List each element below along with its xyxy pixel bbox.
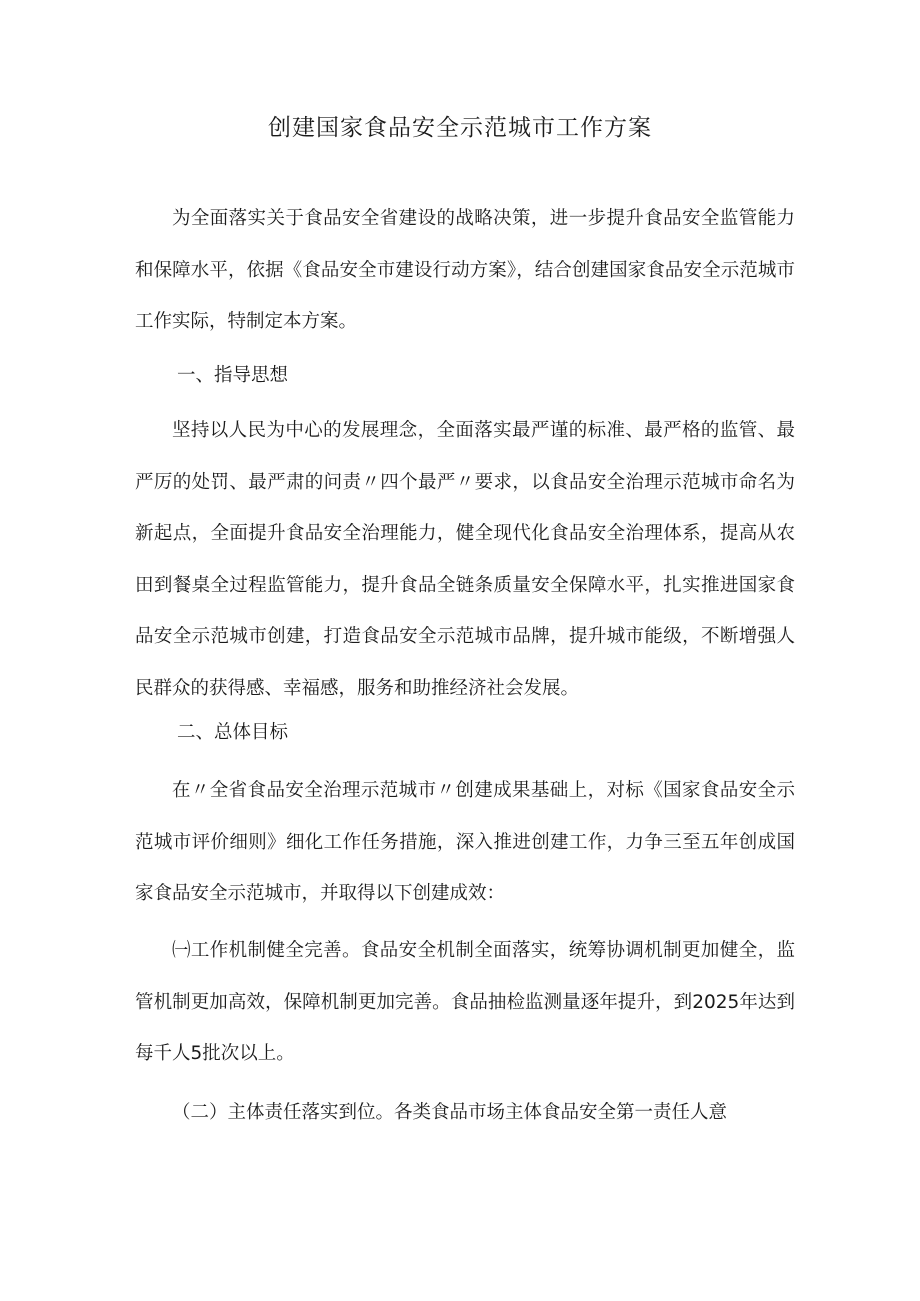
section-heading-guiding-ideology: 一、指导思想 [177, 365, 289, 386]
guiding-ideology-paragraph: 坚持以人民为中心的发展理念，全面落实最严谨的标准、最严格的监管、最严厉的处罚、最严肃的问责〃四个最严〃要求，以食品安全治理示范城市命名为新起点，全面提升食品安全治理能力，健全现代化食品安全治理体系，提高从农田到餐桌全过程监管能力，提升食品全链条质量安全保障水平，扎实推进国家食品安全示范城市创建，打造食品安全示范城市品牌，提升城市能级，不断增强人民群众的获得感、幸福感，服务和助推经济社会发展。 [135, 420, 795, 699]
document-title: 创建国家食品安全示范城市工作方案 [268, 115, 652, 141]
overall-goals-paragraph: 在〃全省食品安全治理示范城市〃创建成果基础上，对标《国家食品安全示范城市评价细则》细化工作任务措施，深入推进创建工作，力争三至五年创成国家食品安全示范城市，并取得以下创建成效： [135, 780, 795, 904]
intro-paragraph: 为全面落实关于食品安全省建设的战略决策，进一步提升食品安全监管能力和保障水平，依据《食品安全市建设行动方案》，结合创建国家食品安全示范城市工作实际，特制定本方案。 [135, 208, 795, 332]
goal-item-2: （二）主体责任落实到位。各类食品市场主体食品安全第一责任人意 [172, 1102, 728, 1123]
goal-item-1: ㈠工作机制健全完善。食品安全机制全面落实，统筹协调机制更加健全，监管机制更加高效，保障机制更加完善。食品抽检监测量逐年提升，到2025年达到每千人5批次以上。 [135, 940, 795, 1064]
section-heading-overall-goals: 二、总体目标 [177, 722, 289, 743]
